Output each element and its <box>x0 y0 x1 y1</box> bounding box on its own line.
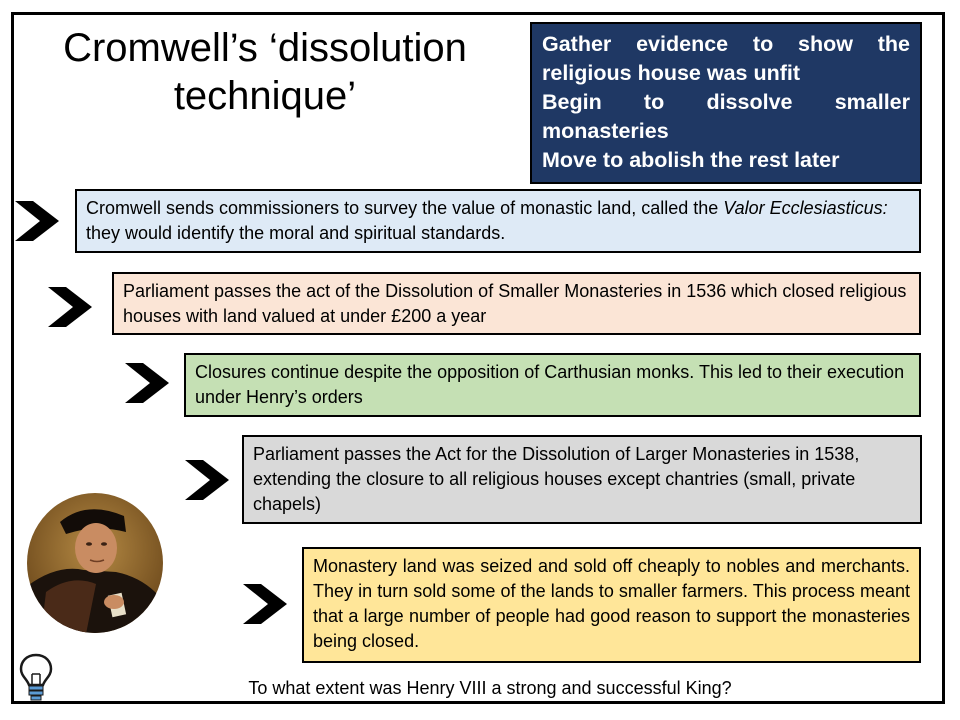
step-4-text: Parliament passes the Act for the Dissolution of Larger Monasteries in 1538, extending the closure to all religious houses except chantries (small, private chapels) <box>253 444 860 514</box>
arrow-icon <box>183 456 231 504</box>
objective-2: Begin to dissolve smaller monasteries <box>542 90 910 143</box>
step-5-text: Monastery land was seized and sold off cheaply to nobles and merchants. They in turn sold some of the lands to smaller farmers. This process meant that a large number of people had good reason to support the monasteries being closed. <box>313 556 910 651</box>
step-box-4 <box>242 435 922 524</box>
lightbulb-icon <box>17 652 55 702</box>
arrow-icon <box>46 283 94 331</box>
slide-title <box>30 24 500 120</box>
step-1-italic: Valor Ecclesiasticus: <box>723 198 888 218</box>
portrait-image <box>26 492 164 634</box>
title-line-1: Cromwell’s ‘dissolution <box>63 26 467 70</box>
step-1-text-after: they would identify the moral and spiritual standards. <box>86 223 506 243</box>
objectives-box <box>530 22 922 184</box>
step-box-1 <box>75 189 921 253</box>
step-box-2 <box>112 272 921 335</box>
arrow-icon <box>13 197 61 245</box>
step-3-text: Closures continue despite the opposition of Carthusian monks. This led to their execution under Henry’s orders <box>195 362 905 407</box>
step-2-text: Parliament passes the act of the Dissolution of Smaller Monasteries in 1536 which closed religious houses with land valued at under £200 a year <box>123 281 907 326</box>
arrow-icon <box>123 359 171 407</box>
step-box-3 <box>184 353 921 417</box>
objective-3: Move to abolish the rest later <box>542 148 840 172</box>
step-box-5 <box>302 547 921 663</box>
arrow-icon <box>241 580 289 628</box>
title-line-2: technique’ <box>173 74 357 118</box>
step-1-text-before: Cromwell sends commissioners to survey the value of monastic land, called the <box>86 198 724 218</box>
footer-question: To what extent was Henry VIII a strong and successful King? <box>248 678 732 698</box>
objective-1: Gather evidence to show the religious house was unfit <box>542 32 910 85</box>
